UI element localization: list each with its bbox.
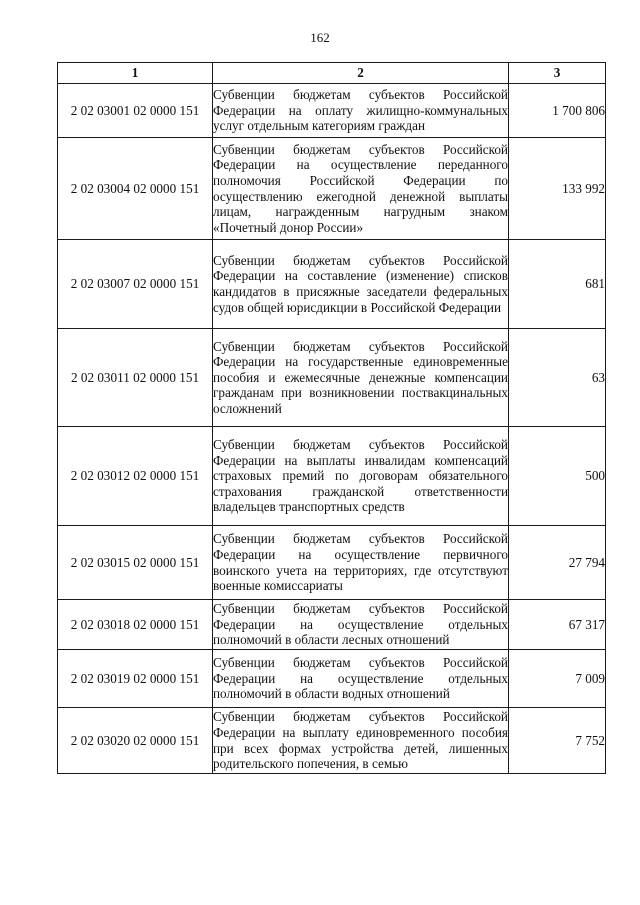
amount-value: 133 992 xyxy=(509,138,606,240)
description-cell xyxy=(213,650,509,708)
budget-code: 2 02 03015 02 0000 151 xyxy=(58,526,213,600)
column-header-amount: 3 xyxy=(509,63,606,84)
table-row xyxy=(58,600,606,650)
table-row xyxy=(58,138,606,240)
description-cell xyxy=(213,526,509,600)
budget-code: 2 02 03004 02 0000 151 xyxy=(58,138,213,240)
description-text: Субвенции бюджетам субъектов Российской Федерации на выплаты инвалидам компенсаций страховых премий по договорам обязательного страхования гражданской ответственности владельцев транспортных средств xyxy=(213,437,508,515)
description-cell xyxy=(213,427,509,526)
table-header-row xyxy=(58,63,606,84)
table-header xyxy=(58,63,606,84)
description-text: Субвенции бюджетам субъектов Российской Федерации на осуществление первичного воинского учета на территориях, где отсутствуют военные комиссариаты xyxy=(213,531,508,594)
description-text: Субвенции бюджетам субъектов Российской Федерации на осуществление переданного полномочия Российской Федерации по осуществлению ежегодной денежной выплаты лицам, награжденным нагрудным знаком «Почетный донор России» xyxy=(213,141,508,235)
budget-code: 2 02 03012 02 0000 151 xyxy=(58,427,213,526)
description-cell xyxy=(213,138,509,240)
budget-code: 2 02 03001 02 0000 151 xyxy=(58,84,213,138)
budget-code: 2 02 03007 02 0000 151 xyxy=(58,240,213,329)
column-header-code: 1 xyxy=(58,63,213,84)
table-row xyxy=(58,84,606,138)
table-row xyxy=(58,329,606,427)
budget-code: 2 02 03011 02 0000 151 xyxy=(58,329,213,427)
description-text: Субвенции бюджетам субъектов Российской Федерации на государственные единовременные пособия и ежемесячные денежные компенсации гражданам при возникновении поствакцинальных осложнений xyxy=(213,338,508,416)
budget-code: 2 02 03018 02 0000 151 xyxy=(58,600,213,650)
description-cell xyxy=(213,240,509,329)
table-row xyxy=(58,708,606,774)
description-text: Субвенции бюджетам субъектов Российской Федерации на составление (изменение) списков кандидатов в присяжные заседатели федеральных судов общей юрисдикции в Российской Федерации xyxy=(213,252,508,315)
description-text: Субвенции бюджетам субъектов Российской Федерации на выплату единовременного пособия при всех формах устройства детей, лишенных родительского попечения, в семью xyxy=(213,709,508,772)
table-row xyxy=(58,526,606,600)
page-number: 162 xyxy=(310,30,330,45)
budget-code: 2 02 03020 02 0000 151 xyxy=(58,708,213,774)
column-header-description: 2 xyxy=(213,63,509,84)
table-body xyxy=(58,84,606,774)
amount-value: 7 009 xyxy=(509,650,606,708)
description-cell xyxy=(213,708,509,774)
amount-value: 1 700 806 xyxy=(509,84,606,138)
amount-value: 67 317 xyxy=(509,600,606,650)
budget-code: 2 02 03019 02 0000 151 xyxy=(58,650,213,708)
description-text: Субвенции бюджетам субъектов Российской Федерации на осуществление отдельных полномочий в области водных отношений xyxy=(213,655,508,702)
description-cell xyxy=(213,84,509,138)
amount-value: 681 xyxy=(509,240,606,329)
amount-value: 500 xyxy=(509,427,606,526)
table-row xyxy=(58,650,606,708)
table-row xyxy=(58,427,606,526)
table-row xyxy=(58,240,606,329)
description-cell xyxy=(213,600,509,650)
description-text: Субвенции бюджетам субъектов Российской Федерации на оплату жилищно-коммунальных услуг отдельным категориям граждан xyxy=(213,87,508,134)
amount-value: 63 xyxy=(509,329,606,427)
amount-value: 27 794 xyxy=(509,526,606,600)
budget-table xyxy=(57,62,606,774)
description-text: Субвенции бюджетам субъектов Российской Федерации на осуществление отдельных полномочий в области лесных отношений xyxy=(213,601,508,648)
description-cell xyxy=(213,329,509,427)
amount-value: 7 752 xyxy=(509,708,606,774)
